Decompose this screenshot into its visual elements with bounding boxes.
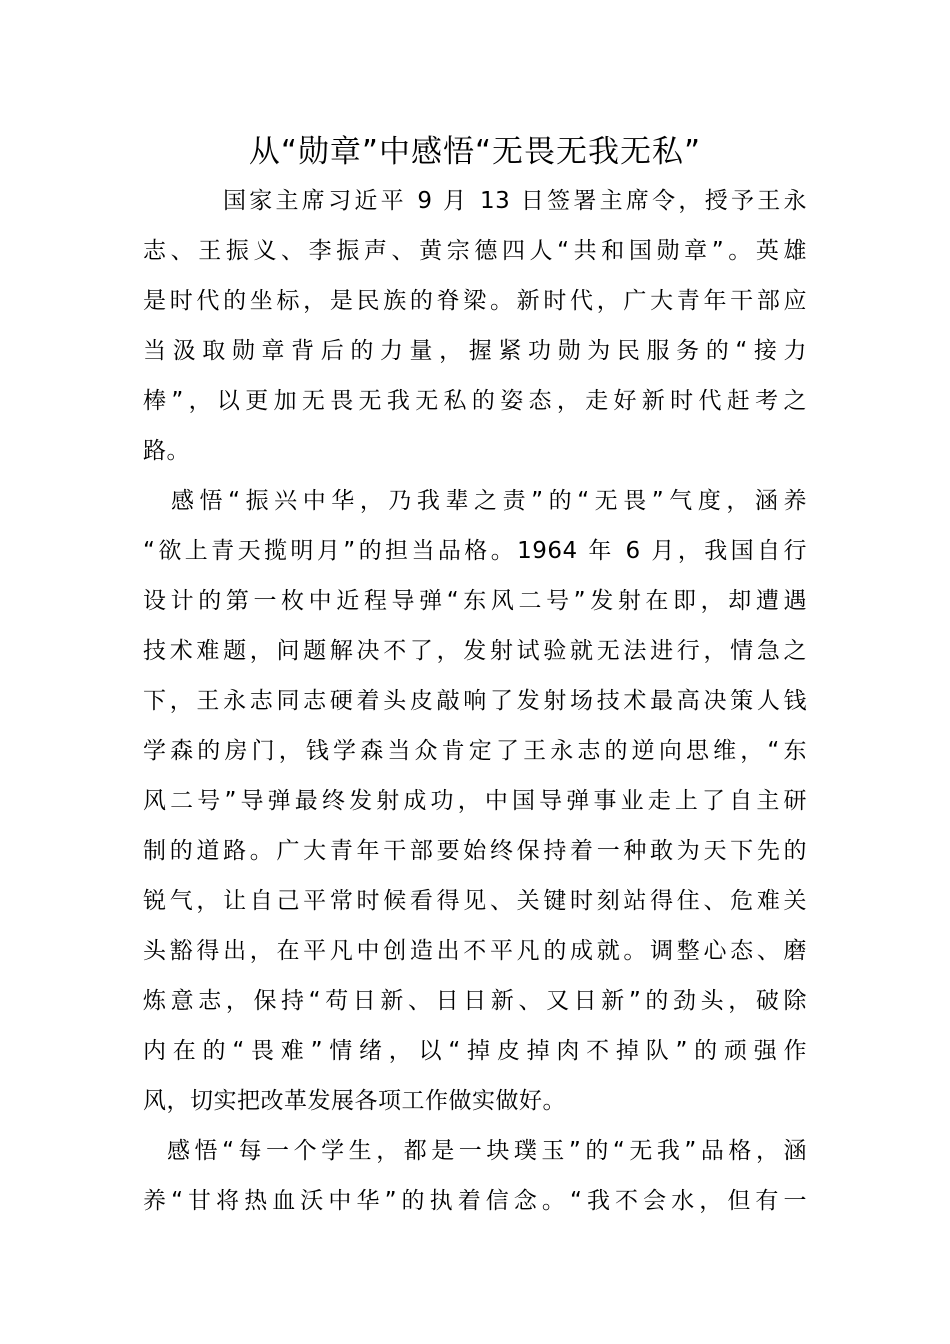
text-line: 当汲取勋章背后的力量，握紧功勋为民服务的“接力: [143, 338, 807, 364]
text-line: 制的道路。广大青年干部要始终保持着一种敢为天下先的: [143, 838, 807, 864]
text-line: 学森的房门，钱学森当众肯定了王永志的逆向思维，“东: [143, 738, 807, 764]
text-line: 内在的“畏难”情绪，以“掉皮掉肉不掉队”的顽强作: [143, 1038, 807, 1064]
text-line: 头豁得出，在平凡中创造出不平凡的成就。调整心态、磨: [143, 938, 807, 964]
text-line: 下，王永志同志硬着头皮敲响了发射场技术最高决策人钱: [143, 688, 807, 714]
text-line: 国家主席习近平 9 月 13 日签署主席令，授予王永: [223, 188, 807, 214]
text-line: 炼意志，保持“苟日新、日日新、又日新”的劲头，破除: [143, 988, 807, 1014]
text-line: “欲上青天揽明月”的担当品格。1964 年 6 月，我国自行: [143, 538, 807, 564]
text-line: 风二号”导弹最终发射成功，中国导弹事业走上了自主研: [143, 788, 807, 814]
text-line: 锐气，让自己平常时候看得见、关键时刻站得住、危难关: [143, 888, 807, 914]
paragraph-1: [143, 176, 807, 476]
document-title: 从“勋章”中感悟“无畏无我无私”: [248, 134, 702, 170]
text-line: 设计的第一枚中近程导弹“东风二号”发射在即，却遭遇: [143, 588, 807, 614]
text-line: 棒”，以更加无畏无我无私的姿态，走好新时代赶考之: [143, 388, 807, 414]
text-line: 是时代的坐标，是民族的脊梁。新时代，广大青年干部应: [143, 288, 807, 314]
text-line: 感悟“每一个学生，都是一块璞玉”的“无我”品格，涵: [167, 1138, 807, 1164]
paragraph-3: [143, 1126, 807, 1226]
text-line: 路。: [143, 438, 190, 464]
text-line: 养“甘将热血沃中华”的执着信念。“我不会水，但有一: [143, 1188, 807, 1214]
paragraph-2: [143, 476, 807, 1126]
document-body: [143, 176, 807, 1226]
text-line: 风，切实把改革发展各项工作做实做好。: [143, 1088, 566, 1114]
text-line: 技术难题，问题解决不了，发射试验就无法进行，情急之: [143, 638, 807, 664]
text-line: 志、王振义、李振声、黄宗德四人“共和国勋章”。英雄: [143, 238, 807, 264]
text-line: 感悟“振兴中华，乃我辈之责”的“无畏”气度，涵养: [171, 488, 807, 514]
